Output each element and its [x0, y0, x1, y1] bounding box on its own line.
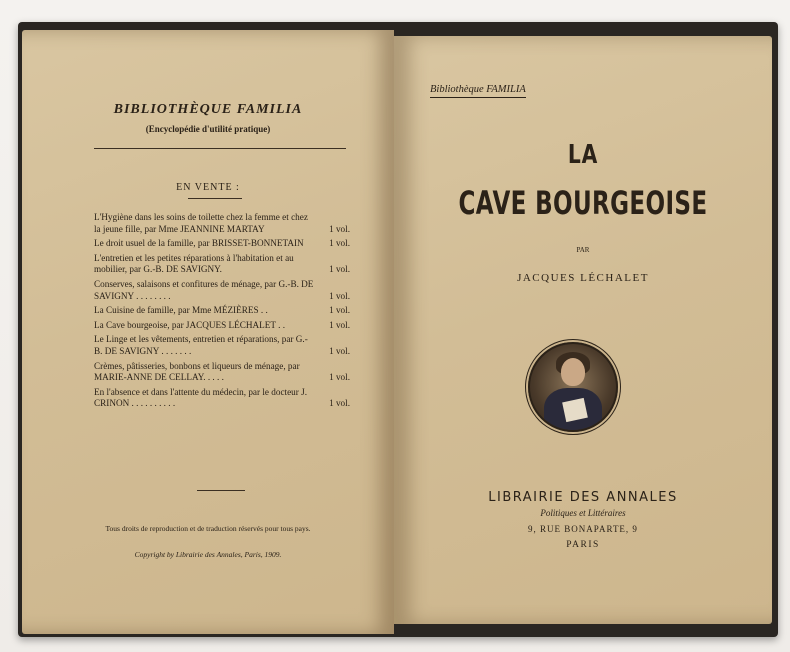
item-title: L'entretien et les petites réparations à l'habitation et au mobilier, par G.-B. DE SAVIGNY.	[94, 252, 294, 275]
item-volume: 1 vol.	[329, 398, 350, 409]
right-page	[394, 36, 772, 624]
series-title: BIBLIOTHÈQUE FAMILIA	[113, 102, 303, 117]
rights-notice: Tous droits de reproduction et de traduction réservés pour tous pays.	[105, 524, 311, 533]
list-item	[94, 279, 350, 302]
list-item	[94, 305, 350, 317]
list-item	[94, 253, 350, 276]
left-page	[22, 30, 394, 634]
portrait-vignette	[528, 342, 618, 432]
series-subtitle: (Encyclopédie d'utilité pratique)	[145, 124, 271, 134]
item-title: La Cuisine de famille, par Mme MÉZIÈRES . .	[94, 305, 268, 316]
list-item	[94, 238, 350, 250]
catalog-list	[94, 212, 350, 413]
figure-head	[561, 358, 585, 386]
list-item	[94, 212, 350, 235]
list-item	[94, 387, 350, 410]
item-title: Conserves, salaisons et confitures de ménage, par G.-B. DE SAVIGNY . . . . . . . .	[94, 278, 314, 301]
title-article: LA	[567, 140, 599, 170]
author-name: JACQUES LÉCHALET	[517, 272, 649, 284]
item-volume: 1 vol.	[329, 372, 350, 383]
list-item	[94, 361, 350, 384]
item-volume: 1 vol.	[329, 319, 350, 330]
en-vente-heading: EN VENTE :	[176, 182, 240, 193]
item-volume: 1 vol.	[329, 345, 350, 356]
item-volume: 1 vol.	[329, 223, 350, 234]
item-volume: 1 vol.	[329, 290, 350, 301]
item-title: Le droit usuel de la famille, par BRISSET-BONNETAIN	[94, 238, 304, 249]
item-title: Crèmes, pâtisseries, bonbons et liqueurs de ménage, par MARIE-ANNE DE CELLAY. . . . .	[94, 360, 300, 383]
item-volume: 1 vol.	[329, 264, 350, 275]
item-title: En l'absence et dans l'attente du médecin, par le docteur J. CRINON . . . . . . . . . .	[94, 386, 308, 409]
item-volume: 1 vol.	[329, 305, 350, 316]
publisher-subtitle: Politiques et Littéraires	[540, 508, 626, 518]
divider	[188, 198, 242, 199]
publisher-city: PARIS	[566, 540, 600, 550]
item-title: Le Linge et les vêtements, entretien et réparations, par G.-B. DE SAVIGNY . . . . . . .	[94, 334, 308, 356]
divider	[197, 490, 245, 491]
item-title: La Cave bourgeoise, par JACQUES LÉCHALET . .	[94, 319, 286, 330]
copyright-notice: Copyright by Librairie des Annales, Paris, 1909.	[134, 550, 282, 559]
divider	[94, 148, 346, 149]
list-item	[94, 334, 350, 357]
list-item	[94, 320, 350, 332]
by-label: PAR	[576, 246, 590, 254]
series-header: Bibliothèque FAMILIA	[430, 84, 526, 98]
publisher-name: LIBRAIRIE DES ANNALES	[488, 490, 678, 505]
book-title: CAVE BOURGEOISE	[458, 184, 708, 222]
item-title: L'Hygiène dans les soins de toilette chez la femme et chez la jeune fille, par Mme JEANNINE MARTAY	[94, 212, 308, 234]
publisher-address: 9, RUE BONAPARTE, 9	[528, 524, 638, 534]
item-volume: 1 vol.	[329, 238, 350, 249]
